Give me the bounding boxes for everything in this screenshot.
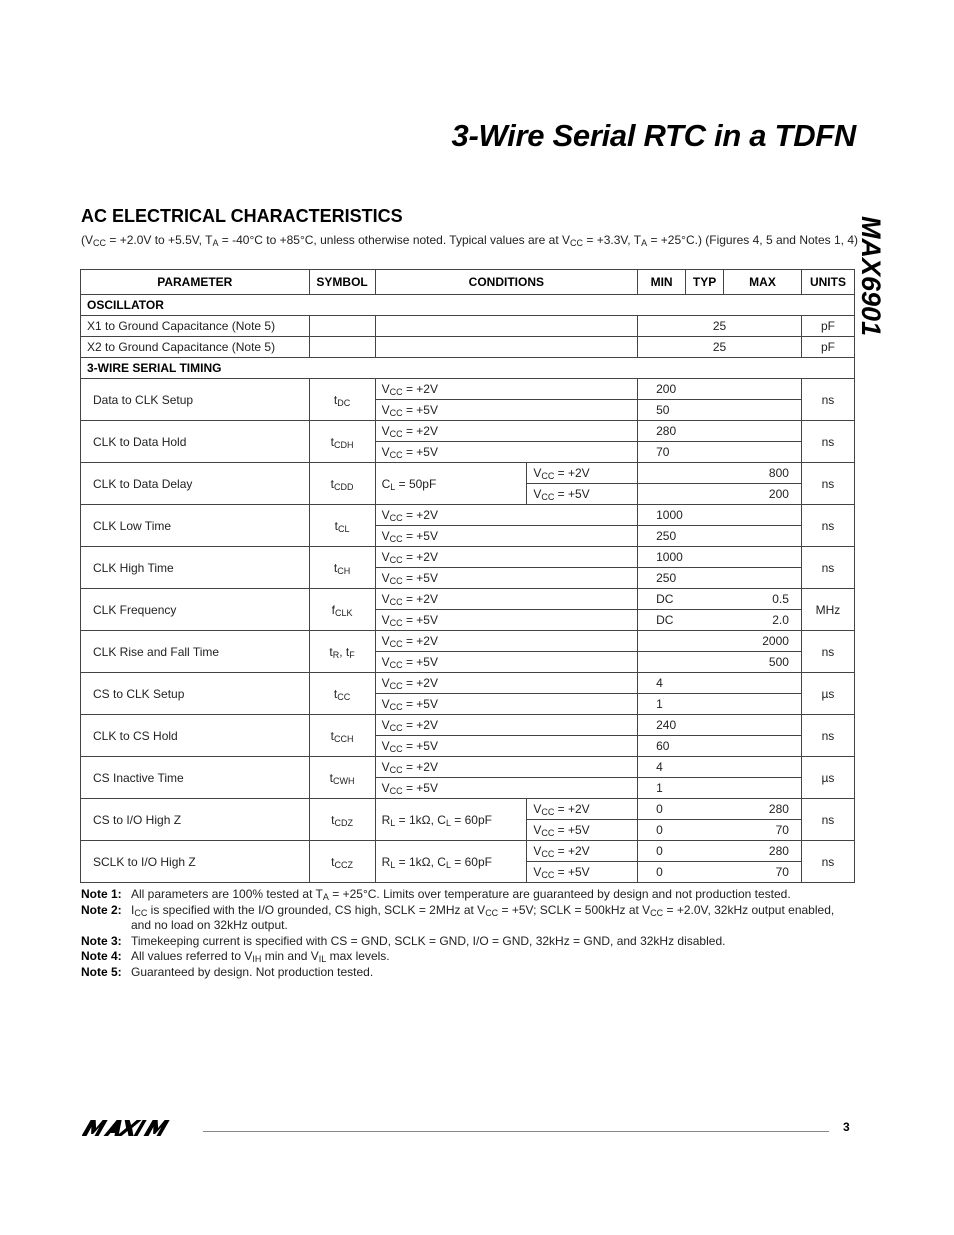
min-value: 240: [656, 718, 677, 732]
param-name: CS to I/O High Z: [81, 799, 310, 841]
symbol-cell: [309, 337, 375, 358]
value-cell: [638, 421, 802, 442]
note-text: All values referred to $V_{IH}$ min and $V_{IL}$ max levels.: [131, 949, 390, 964]
value-cell: [638, 505, 802, 526]
condition-cell: $V_{CC} = +5V$: [375, 568, 638, 589]
condition-cell: $V_{CC} = +2V$: [375, 421, 638, 442]
value-cell: [638, 631, 802, 652]
note-label: Note 1:: [81, 887, 122, 901]
condition-cell: $V_{CC} = +2V$: [375, 715, 638, 736]
min-value: 0: [656, 865, 663, 879]
param-name: CLK to Data Hold: [81, 421, 310, 463]
param-name: CS to CLK Setup: [81, 673, 310, 715]
min-value: 50: [656, 403, 670, 417]
section-heading: 3-WIRE SERIAL TIMING: [81, 358, 855, 379]
min-value: 200: [656, 382, 677, 396]
max-value: 500: [768, 655, 789, 669]
conditions-cell: [375, 316, 638, 337]
condition-cell: $V_{CC} = +5V$: [527, 820, 638, 841]
condition-cell: $V_{CC} = +5V$: [375, 442, 638, 463]
value-cell: [638, 715, 802, 736]
section-row: [81, 295, 855, 316]
value-cell: [638, 736, 802, 757]
note-text: Guaranteed by design. Not production tested.: [131, 964, 374, 979]
table-row: [81, 673, 855, 694]
min-value: 4: [656, 676, 663, 690]
value-cell: [638, 820, 802, 841]
table-row: [81, 547, 855, 568]
min-value: DC: [656, 592, 674, 606]
table-row: [81, 715, 855, 736]
symbol-cell: $t_{CDZ}$: [309, 799, 375, 841]
symbol-cell: $t_{CCH}$: [309, 715, 375, 757]
units-cell: ns: [801, 505, 854, 547]
condition-cell: $V_{CC} = +2V$: [375, 589, 638, 610]
value-cell: [638, 547, 802, 568]
table-row: [81, 421, 855, 442]
header-symbol: SYMBOL: [309, 270, 375, 295]
param-name: CLK Frequency: [81, 589, 310, 631]
symbol-cell: $t_{CDD}$: [309, 463, 375, 505]
param-name: CLK Low Time: [81, 505, 310, 547]
condition-main: $C_L = 50pF$: [375, 463, 527, 505]
table-row: [81, 379, 855, 400]
value-cell: [638, 694, 802, 715]
condition-cell: $V_{CC} = +5V$: [375, 652, 638, 673]
table-row: [81, 757, 855, 778]
min-value: DC: [656, 613, 674, 627]
table-row: [81, 799, 855, 820]
max-value: 2.0: [772, 613, 789, 627]
max-value: 70: [775, 823, 789, 837]
table-row: [81, 505, 855, 526]
note-text: All parameters are 100% tested at $T_A = +25^\circ C$. Limits over temperature are guaranteed by design and not production tested.: [131, 887, 791, 902]
header-max: MAX: [724, 270, 802, 295]
note-label: Note 3:: [81, 933, 122, 948]
symbol-cell: $t_{DC}$: [309, 379, 375, 421]
condition-cell: $V_{CC} = +2V$: [375, 379, 638, 400]
condition-cell: $V_{CC} = +2V$: [527, 799, 638, 820]
ac-characteristics-table: [80, 269, 855, 883]
min-value: 4: [656, 760, 663, 774]
note-item: [81, 887, 856, 903]
param-name: CLK Rise and Fall Time: [81, 631, 310, 673]
value-cell: 25: [638, 316, 802, 337]
min-value: 0: [656, 802, 663, 816]
symbol-cell: $t_{CWH}$: [309, 757, 375, 799]
value-cell: [638, 463, 802, 484]
footer-rule: [203, 1131, 829, 1132]
value-cell: [638, 778, 802, 799]
condition-cell: $V_{CC} = +2V$: [375, 505, 638, 526]
note-label: Note 4:: [81, 949, 122, 963]
min-value: 1: [656, 697, 663, 711]
notes-block: [81, 887, 856, 980]
units-cell: ns: [801, 631, 854, 673]
param-name: X2 to Ground Capacitance (Note 5): [81, 337, 310, 358]
units-cell: ns: [801, 463, 854, 505]
symbol-cell: $t_{CC}$: [309, 673, 375, 715]
table-header-row: [81, 270, 855, 295]
value-cell: [638, 589, 802, 610]
max-value: 0.5: [772, 592, 789, 606]
note-item: [81, 965, 856, 981]
units-cell: µs: [801, 673, 854, 715]
condition-cell: $V_{CC} = +5V$: [375, 778, 638, 799]
units-cell: pF: [801, 337, 854, 358]
condition-cell: $V_{CC} = +5V$: [375, 694, 638, 715]
min-value: 250: [656, 529, 677, 543]
value-cell: [638, 568, 802, 589]
table-row: [81, 316, 855, 337]
condition-cell: $V_{CC} = +2V$: [527, 463, 638, 484]
units-cell: ns: [801, 379, 854, 421]
value-cell: [638, 862, 802, 883]
note-item: [81, 934, 856, 950]
param-name: SCLK to I/O High Z: [81, 841, 310, 883]
header-min: MIN: [638, 270, 686, 295]
max-value: 2000: [762, 634, 789, 648]
condition-cell: $V_{CC} = +2V$: [527, 841, 638, 862]
section-heading: OSCILLATOR: [81, 295, 855, 316]
note-item: [81, 903, 856, 934]
maxim-logo: [82, 1119, 192, 1137]
units-cell: ns: [801, 799, 854, 841]
symbol-cell: $f_{CLK}$: [309, 589, 375, 631]
symbol-cell: $t_{CCZ}$: [309, 841, 375, 883]
value-cell: [638, 442, 802, 463]
condition-cell: $V_{CC} = +5V$: [375, 610, 638, 631]
value-cell: [638, 610, 802, 631]
part-number-side-label: MAX6901: [856, 216, 886, 337]
param-name: CS Inactive Time: [81, 757, 310, 799]
table-row: [81, 631, 855, 652]
value-cell: [638, 484, 802, 505]
symbol-cell: $t_{CDH}$: [309, 421, 375, 463]
min-value: 70: [656, 445, 670, 459]
value-cell: [638, 400, 802, 421]
condition-cell: $V_{CC} = +5V$: [375, 526, 638, 547]
page-number: 3: [843, 1120, 850, 1134]
max-value: 200: [768, 487, 789, 501]
units-cell: ns: [801, 547, 854, 589]
symbol-cell: $t_R$, $t_F$: [309, 631, 375, 673]
header-typ: TYP: [686, 270, 724, 295]
value-cell: [638, 799, 802, 820]
units-cell: pF: [801, 316, 854, 337]
param-name: CLK High Time: [81, 547, 310, 589]
header-conditions: CONDITIONS: [375, 270, 638, 295]
note-text: Timekeeping current is specified with CS = GND, SCLK = GND, I/O = GND, 32kHz = GND, and 32kHz disabled.: [131, 933, 726, 948]
units-cell: ns: [801, 715, 854, 757]
note-label: Note 2:: [81, 902, 122, 917]
value-cell: [638, 673, 802, 694]
units-cell: µs: [801, 757, 854, 799]
min-value: 60: [656, 739, 670, 753]
max-value: 70: [775, 865, 789, 879]
param-name: X1 to Ground Capacitance (Note 5): [81, 316, 310, 337]
condition-cell: $V_{CC} = +2V$: [375, 547, 638, 568]
condition-cell: $V_{CC} = +5V$: [527, 862, 638, 883]
condition-cell: $V_{CC} = +5V$: [375, 400, 638, 421]
condition-cell: $V_{CC} = +2V$: [375, 673, 638, 694]
param-name: Data to CLK Setup: [81, 379, 310, 421]
note-item: [81, 949, 856, 965]
symbol-cell: $t_{CH}$: [309, 547, 375, 589]
condition-main: $R_L = 1k\Omega$, $C_L = 60pF$: [375, 841, 527, 883]
units-cell: ns: [801, 421, 854, 463]
condition-cell: $V_{CC} = +5V$: [375, 736, 638, 757]
section-row: [81, 358, 855, 379]
min-value: 0: [656, 823, 663, 837]
header-units: UNITS: [801, 270, 854, 295]
condition-main: $R_L = 1k\Omega$, $C_L = 60pF$: [375, 799, 527, 841]
condition-cell: $V_{CC} = +5V$: [527, 484, 638, 505]
max-value: 800: [768, 466, 789, 480]
symbol-cell: $t_{CL}$: [309, 505, 375, 547]
table-row: [81, 589, 855, 610]
param-name: CLK to CS Hold: [81, 715, 310, 757]
min-value: 1000: [656, 550, 683, 564]
test-conditions-note: ($V_{CC} = +2.0V$ to +5.5V, $T_A = -40^\circ C$ to +85°C, unless otherwise noted. Typical values are at $V_{CC} = +3.3V$, $T_A = +25^\circ C$.) (Figures 4, 5 and Notes 1, 4): [81, 233, 859, 248]
value-cell: [638, 379, 802, 400]
max-value: 280: [768, 844, 789, 858]
max-value: 280: [768, 802, 789, 816]
table-row: [81, 337, 855, 358]
condition-cell: $V_{CC} = +2V$: [375, 631, 638, 652]
note-text: $I_{CC}$ is specified with the I/O grounded, CS high, SCLK = 2MHz at $V_{CC} = +5V$; SCLK = 500kHz at $V_{CC} = +2.0V$, 32kHz output enabled, and no load on 32kHz output.: [131, 902, 835, 932]
table-row: [81, 463, 855, 484]
value-cell: 25: [638, 337, 802, 358]
table-row: [81, 841, 855, 862]
note-label: Note 5:: [81, 964, 122, 979]
min-value: 1000: [656, 508, 683, 522]
units-cell: ns: [801, 841, 854, 883]
condition-cell: $V_{CC} = +2V$: [375, 757, 638, 778]
symbol-cell: [309, 316, 375, 337]
conditions-cell: [375, 337, 638, 358]
units-cell: MHz: [801, 589, 854, 631]
page-title: 3-Wire Serial RTC in a TDFN: [451, 118, 856, 153]
min-value: 1: [656, 781, 663, 795]
value-cell: [638, 757, 802, 778]
header-parameter: PARAMETER: [81, 270, 310, 295]
min-value: 250: [656, 571, 677, 585]
section-title: AC ELECTRICAL CHARACTERISTICS: [81, 206, 403, 226]
value-cell: [638, 841, 802, 862]
min-value: 280: [656, 424, 677, 438]
param-name: CLK to Data Delay: [81, 463, 310, 505]
value-cell: [638, 652, 802, 673]
value-cell: [638, 526, 802, 547]
min-value: 0: [656, 844, 663, 858]
